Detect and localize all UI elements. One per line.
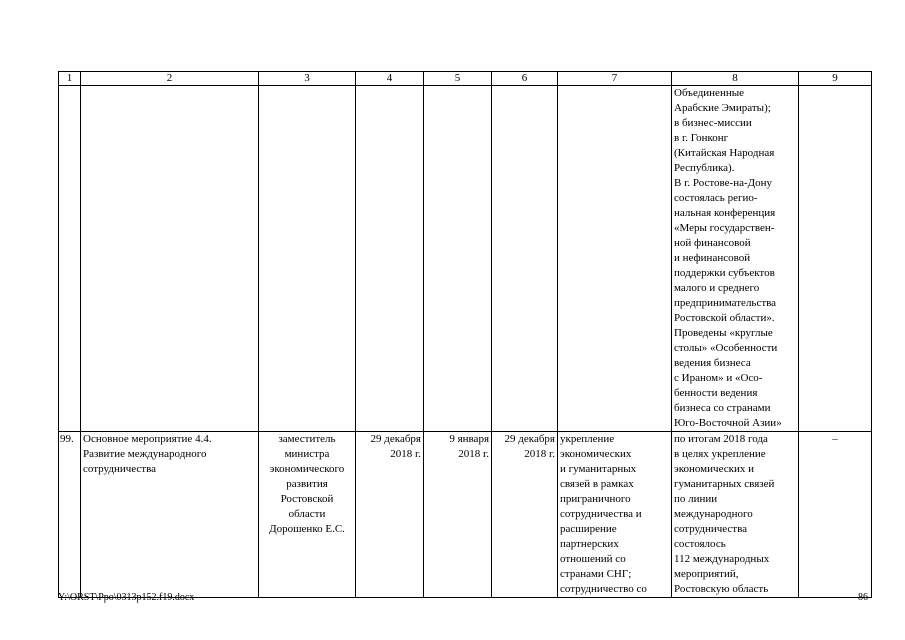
empty-cell [259,86,356,432]
column-number-cell: 3 [259,72,356,86]
end-date-cell: 29 декабря 2018 г. [492,432,558,598]
column-number-cell: 5 [424,72,492,86]
responsible-person-cell: заместитель министра экономического развития Ростовской области Дорошенко Е.С. [259,432,356,598]
table-row-99 [59,432,872,598]
report-table [58,71,872,598]
note-cell: – [799,432,872,598]
planned-date-cell: 29 декабря 2018 г. [356,432,424,598]
empty-cell [81,86,259,432]
column-number-cell: 4 [356,72,424,86]
actual-result-cell: Объединенные Арабские Эмираты); в бизнес-миссии в г. Гонконг (Китайская Народная Республика). В г. Ростове-на-Дону состоялась регио- нальная конференция «Меры государствен- ной финансовой и нефинансовой поддержки субъектов малого и среднего предпринимательства Ростовской области». Проведены «круглые столы» «Особенности ведения бизнеса с Ираном» и «Осо- бенности ведения бизнеса со странами Юго-Восточной Азии» [672,86,799,432]
actual-result-cell: по итогам 2018 года в целях укрепление экономических и гуманитарных связей по линии международного сотрудничества состоялось 112 международных мероприятий, Ростовскую область [672,432,799,598]
column-number-cell: 9 [799,72,872,86]
expected-result-cell: укрепление экономических и гуманитарных связей в рамках приграничного сотрудничества и расширение партнерских отношений со странами СНГ; сотрудничество со [558,432,672,598]
start-date-cell: 9 января 2018 г. [424,432,492,598]
column-number-cell: 7 [558,72,672,86]
empty-cell [799,86,872,432]
row-number-cell: 99. [59,432,81,598]
empty-cell [424,86,492,432]
column-number-cell: 1 [59,72,81,86]
empty-cell [558,86,672,432]
continuation-row [59,86,872,432]
file-path-footer: Y:\ORST\Ppo\0313p152.f19.docx [58,592,195,603]
column-number-cell: 2 [81,72,259,86]
page-number: 86 [858,592,868,603]
column-number-cell: 8 [672,72,799,86]
column-number-cell: 6 [492,72,558,86]
empty-cell [59,86,81,432]
empty-cell [492,86,558,432]
event-name-cell: Основное мероприятие 4.4. Развитие международного сотрудничества [81,432,259,598]
column-number-header-row [59,72,872,86]
empty-cell [356,86,424,432]
